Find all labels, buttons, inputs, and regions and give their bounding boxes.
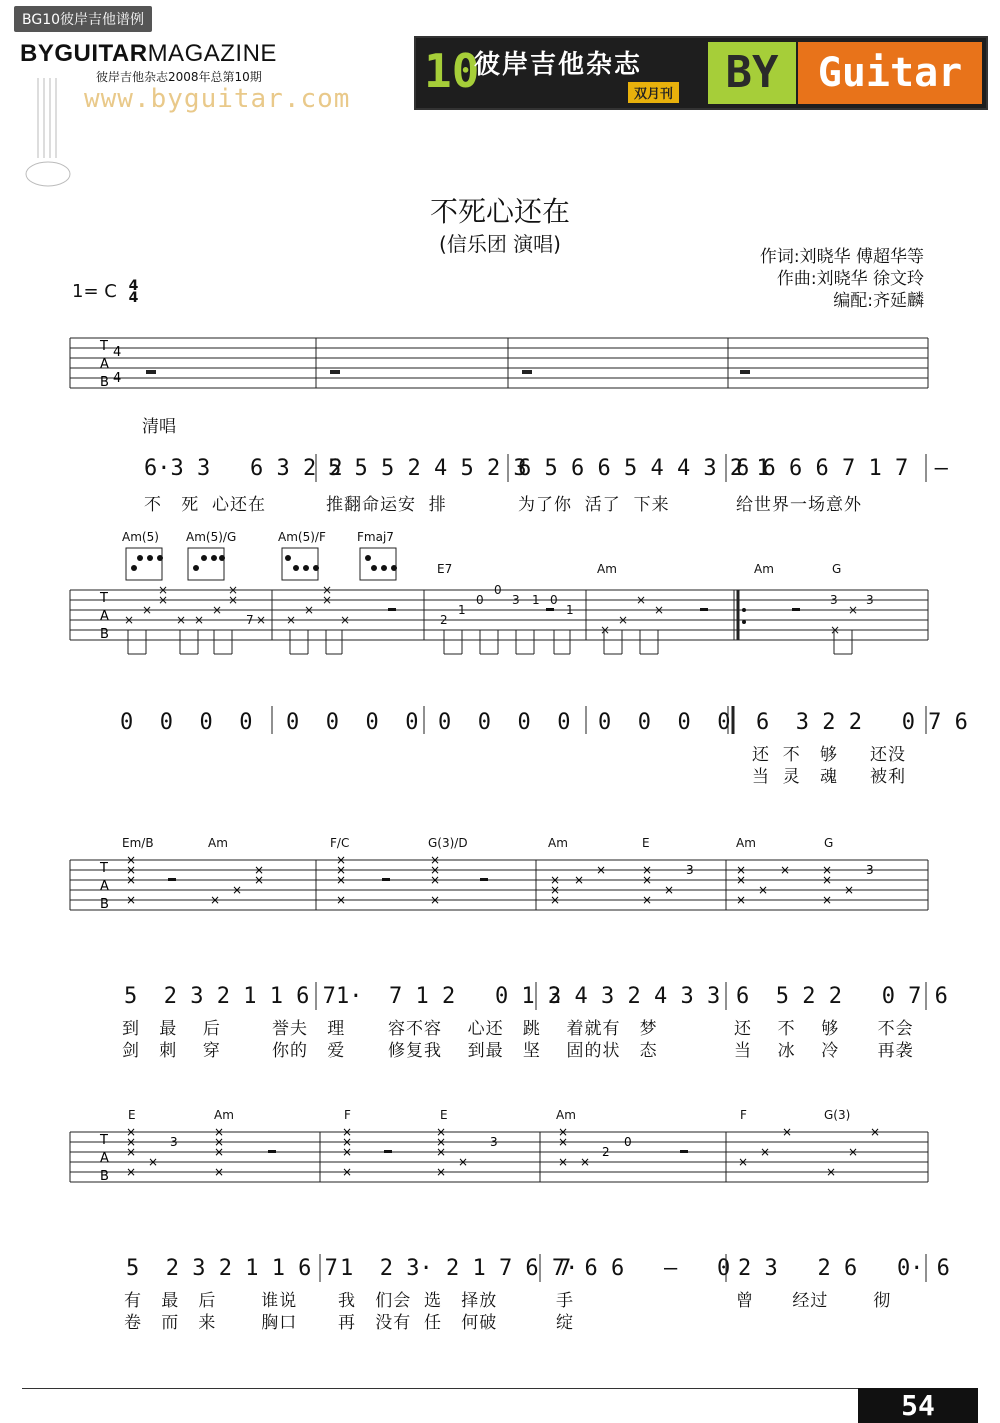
svg-text:×: × [212,603,223,617]
footer-rule [22,1388,862,1389]
svg-text:B: B [100,375,109,390]
svg-text:3: 3 [686,863,694,877]
svg-text:×: × [642,873,653,887]
jianpu-measure-1: 6·3 3 6 3 2 2 [144,456,343,481]
svg-text:×: × [342,1145,353,1159]
jianpu-rest-measure: 0 0 0 0 [286,710,419,735]
svg-text:×: × [870,1126,881,1139]
svg-text:×: × [436,1135,447,1149]
chord-name: G(3) [824,1108,851,1122]
svg-text:×: × [654,603,665,617]
svg-text:3: 3 [490,1135,498,1149]
lyric-line: 当 冰 冷 再袭 [734,1041,914,1061]
svg-text:×: × [558,1126,569,1139]
svg-text:2: 2 [440,613,448,627]
chord-name: G(3)/D [428,836,468,850]
jianpu-measure: 1· 7 1 2 0 1 2 [336,984,562,1009]
chord-name: Am [208,836,228,850]
svg-text:0: 0 [476,593,484,607]
jianpu-measure: 6 5 2 2 0 7 6 [736,984,948,1009]
key-signature [72,280,138,304]
svg-text:×: × [126,863,137,877]
svg-text:×: × [436,1126,447,1139]
svg-text:×: × [254,873,265,887]
lyric-line-2: 推翻命运安 排 [326,495,447,515]
svg-text:×: × [322,583,333,597]
svg-text:3: 3 [866,593,874,607]
lyric-line: 我 们会 选 择放 [338,1291,498,1311]
svg-text:×: × [848,603,859,617]
svg-text:A: A [100,357,109,372]
jianpu-measure: 7 6 6 — 0 [558,1256,731,1281]
magazine-brand [20,40,277,68]
svg-text:B: B [100,897,109,912]
lyric-line: 再 没有 任 何破 [338,1313,498,1333]
lyric-line: 还 不 够 不会 [734,1019,914,1039]
svg-text:×: × [458,1155,469,1169]
svg-text:×: × [148,1155,159,1169]
chord-name: Am [556,1108,576,1122]
tab-staff-intro [0,330,1000,400]
svg-text:×: × [618,613,629,627]
svg-text:×: × [214,1145,225,1159]
lyric-line: 剑 刺 穿 你的 爱 [122,1041,346,1061]
banner-issue-number: 10 [424,44,480,98]
svg-text:×: × [600,623,611,637]
svg-text:4: 4 [113,345,122,360]
jianpu-measure: 3 4 3 2 4 3 3 [548,984,721,1009]
svg-text:×: × [126,1126,137,1139]
chord-name: G [824,836,834,850]
jianpu-measure-4: 6 6 6 6 7 1 7 — [736,456,948,481]
section-label-a-cappella: 清唱 [142,417,176,437]
svg-text:0: 0 [624,1135,632,1149]
svg-text:×: × [228,593,239,607]
svg-text:×: × [430,854,441,867]
jianpu-rest-measure: 0 0 0 0 [438,710,571,735]
chord-name: E [128,1108,136,1122]
svg-text:×: × [736,873,747,887]
lyric-line: 曾 经过 彻 [736,1291,892,1311]
chord-name: Am [214,1108,234,1122]
svg-text:3: 3 [866,863,874,877]
jianpu-measure: 1 2 3· 2 1 7 6 7· [340,1256,579,1281]
jianpu-rest-measure: 0 0 0 0 [120,710,253,735]
svg-text:×: × [322,593,333,607]
svg-text:×: × [430,893,441,907]
svg-text:×: × [822,893,833,907]
issue-info: 彼岸吉他杂志2008年总第10期 [96,70,262,84]
arranger-credit: 编配:齐延麟 [833,291,924,311]
lyric-verse-2: 当 灵 魂 被利 [752,767,907,787]
song-title: 不死心还在 [429,195,570,228]
barlines-row3 [0,704,1000,744]
svg-text:×: × [336,873,347,887]
svg-text:0: 0 [550,593,558,607]
jianpu-measure: 5 2 3 2 1 1 6 7 [126,1256,338,1281]
chord-name: E7 [437,562,453,576]
chord-name: G [832,562,842,576]
svg-text:×: × [342,1165,353,1179]
svg-text:×: × [642,893,653,907]
lyric-line: 手 [556,1291,574,1311]
svg-text:3: 3 [512,593,520,607]
svg-text:1: 1 [532,593,540,607]
time-sig-top: 4 [128,278,139,294]
key-label: 1= C [72,281,117,302]
jianpu-rest-measure: 0 0 0 0 [598,710,731,735]
svg-text:×: × [550,883,561,897]
chord-diagram-label: Am(5) [122,530,159,544]
lyricist-credit: 作词:刘晓华 傅超华等 [759,247,924,267]
svg-text:×: × [436,1165,447,1179]
svg-text:×: × [758,883,769,897]
svg-text:×: × [158,583,169,597]
svg-text:×: × [124,613,135,627]
guitar-sketch-icon [18,78,88,188]
svg-text:×: × [158,593,169,607]
site-url: www.byguitar.com [84,84,351,114]
svg-text:×: × [736,863,747,877]
svg-text:4: 4 [113,371,122,386]
chord-name: E [440,1108,448,1122]
svg-text:×: × [194,613,205,627]
svg-text:×: × [176,613,187,627]
svg-text:×: × [336,854,347,867]
chord-name: Am [597,562,617,576]
brand-by-guitar: BYGUITAR [20,40,148,67]
svg-text:×: × [782,1126,793,1139]
svg-text:×: × [340,613,351,627]
chord-diagrams [0,544,420,584]
banner-frequency: 双月刊 [628,82,679,103]
svg-text:×: × [126,1165,137,1179]
tab-staff-row5 [0,1126,1000,1206]
svg-text:×: × [214,1126,225,1139]
svg-text:×: × [430,873,441,887]
svg-text:A: A [100,1151,109,1166]
lyric-verse-1: 还 不 够 还没 [752,745,907,765]
tab-staff-row3 [0,582,1000,662]
svg-text:×: × [550,893,561,907]
svg-text:×: × [142,603,153,617]
svg-text:×: × [822,863,833,877]
lyric-line: 卷 而 来 胸口 [124,1313,298,1333]
svg-text:×: × [214,1135,225,1149]
svg-text:×: × [636,593,647,607]
lyric-line: 修复我 到最 坚 固的状 态 [388,1041,658,1061]
svg-text:7: 7 [246,613,254,627]
svg-text:×: × [780,863,791,877]
chord-name: Am [736,836,756,850]
svg-text:×: × [822,873,833,887]
svg-text:B: B [100,1169,109,1184]
lyric-line-4: 给世界一场意外 [736,495,862,515]
chord-name: Am [548,836,568,850]
svg-text:×: × [304,603,315,617]
chord-name: F/C [330,836,350,850]
lyric-line: 容不容 心还 跳 着就有 梦 [388,1019,658,1039]
svg-text:×: × [126,854,137,867]
lyric-line: 有 最 后 谁说 [124,1291,298,1311]
svg-text:2: 2 [602,1145,610,1159]
svg-text:×: × [558,1135,569,1149]
svg-text:×: × [830,623,841,637]
svg-text:A: A [100,879,109,894]
svg-text:×: × [738,1155,749,1169]
svg-text:0: 0 [494,583,502,597]
svg-text:×: × [342,1126,353,1139]
banner-guitar-logo: Guitar [798,42,982,104]
composer-credit: 作曲:刘晓华 徐文玲 [776,269,924,289]
svg-text:3: 3 [830,593,838,607]
svg-text:×: × [342,1135,353,1149]
chord-name: Am [754,562,774,576]
svg-text:×: × [336,863,347,877]
lyric-line: 到 最 后 誉夫 理 [122,1019,346,1039]
svg-text:×: × [642,863,653,877]
tab-staff-row4 [0,854,1000,934]
svg-text:T: T [100,339,108,354]
svg-text:T: T [100,591,108,606]
svg-text:×: × [336,893,347,907]
svg-text:3: 3 [170,1135,178,1149]
page-number: 54 [858,1388,978,1423]
barlines-row2 [0,452,1000,492]
jianpu-measure: 2 3 2 6 0· 6 [738,1256,950,1281]
svg-text:×: × [844,883,855,897]
svg-text:A: A [100,609,109,624]
svg-text:×: × [664,883,675,897]
svg-text:×: × [214,1165,225,1179]
svg-text:×: × [232,883,243,897]
chord-name: E [642,836,650,850]
song-subtitle: (信乐团 演唱) [439,232,561,256]
svg-text:×: × [430,863,441,877]
svg-text:×: × [574,873,585,887]
svg-text:×: × [760,1145,771,1159]
svg-text:1: 1 [458,603,466,617]
magazine-banner [414,36,988,110]
brand-magazine: MAGAZINE [147,40,277,67]
chord-diagram-label: Am(5)/G [186,530,237,544]
banner-by-logo: BY [708,42,796,104]
lyric-line-1: 不 死 心还在 [144,495,267,515]
jianpu-measure-3: 6 5 6 6 5 4 4 3 2 1 [518,456,770,481]
svg-text:×: × [286,613,297,627]
lyric-line: 绽 [556,1313,574,1333]
svg-text:×: × [126,1135,137,1149]
jianpu-verse-start: 6 3 2 2 0 7 6 [756,710,968,735]
jianpu-measure: 5 2 3 2 1 1 6 7 [124,984,336,1009]
chord-name: F [740,1108,747,1122]
chord-diagram-label: Am(5)/F [278,530,326,544]
svg-text:B: B [100,627,109,642]
svg-text:T: T [100,861,108,876]
header-tag: BG10彼岸吉他谱例 [14,6,152,32]
svg-text:×: × [126,1145,137,1159]
svg-text:×: × [254,863,265,877]
svg-text:×: × [126,873,137,887]
banner-title: 彼岸吉他杂志 [474,50,643,80]
chord-name: Em/B [122,836,154,850]
svg-text:×: × [558,1155,569,1169]
chord-name: F [344,1108,351,1122]
svg-text:×: × [436,1145,447,1159]
svg-text:×: × [580,1155,591,1169]
svg-text:×: × [228,583,239,597]
svg-text:×: × [126,893,137,907]
chord-diagram-label: Fmaj7 [357,530,394,544]
svg-text:1: 1 [566,603,574,617]
jianpu-measure-2: 5 5 5 2 4 5 2 3 [328,456,527,481]
svg-text:×: × [848,1145,859,1159]
time-sig-bottom: 4 [128,290,139,306]
svg-text:×: × [550,873,561,887]
svg-text:×: × [736,893,747,907]
lyric-line-3: 为了你 活了 下来 [518,495,670,515]
svg-text:×: × [596,863,607,877]
svg-text:×: × [826,1165,837,1179]
svg-text:×: × [256,613,267,627]
svg-text:×: × [210,893,221,907]
svg-text:T: T [100,1133,108,1148]
